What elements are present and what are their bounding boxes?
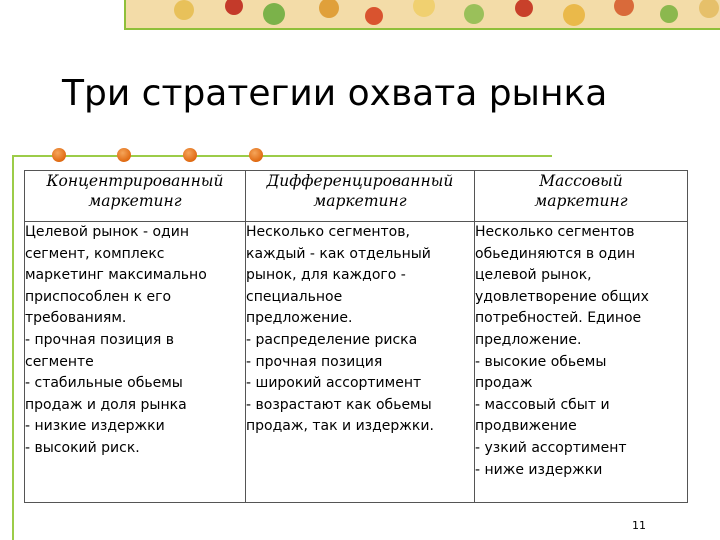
bullet-dot-1 [52,148,66,162]
header-concentrated-text: Концентрированный маркетинг [46,172,224,210]
banner-border [124,0,720,30]
slide-title: Три стратегии охвата рынка [62,73,608,114]
header-mass-text: Массовый маркетинг [534,172,628,210]
header-differentiated-text: Дифференцированный маркетинг [266,172,454,210]
cell-differentiated: Несколько сегментов, каждый - как отдельный рынок, для каждого - специальное предложение. - распределение риска - прочная позиция - широкий ассортимент - возрастают как обьемы продаж, так и издержки. [246,222,475,503]
header-mass [475,171,688,222]
header-differentiated [246,171,475,222]
strategies-table [24,170,688,503]
accent-vertical-line [12,155,14,540]
table-header-row [25,171,688,222]
accent-horizontal-line [12,155,552,157]
bullet-dot-3 [183,148,197,162]
table-body-row [25,222,688,503]
bullet-dot-2 [117,148,131,162]
bullet-dot-4 [249,148,263,162]
cell-mass: Несколько сегментов обьединяются в один целевой рынок, удовлетворение общих потребностей. Единое предложение. - высокие обьемы продаж - массовый сбыт и продвижение - узкий ассортимент - ниже издержки [475,222,688,503]
cell-concentrated: Целевой рынок - один сегмент, комплекс маркетинг максимально приспособлен к его требованиям. - прочная позиция в сегменте - стабильные обьемы продаж и доля рынка - низкие издержки - высокий риск. [25,222,246,503]
page-number: 11 [632,519,646,532]
header-concentrated [25,171,246,222]
